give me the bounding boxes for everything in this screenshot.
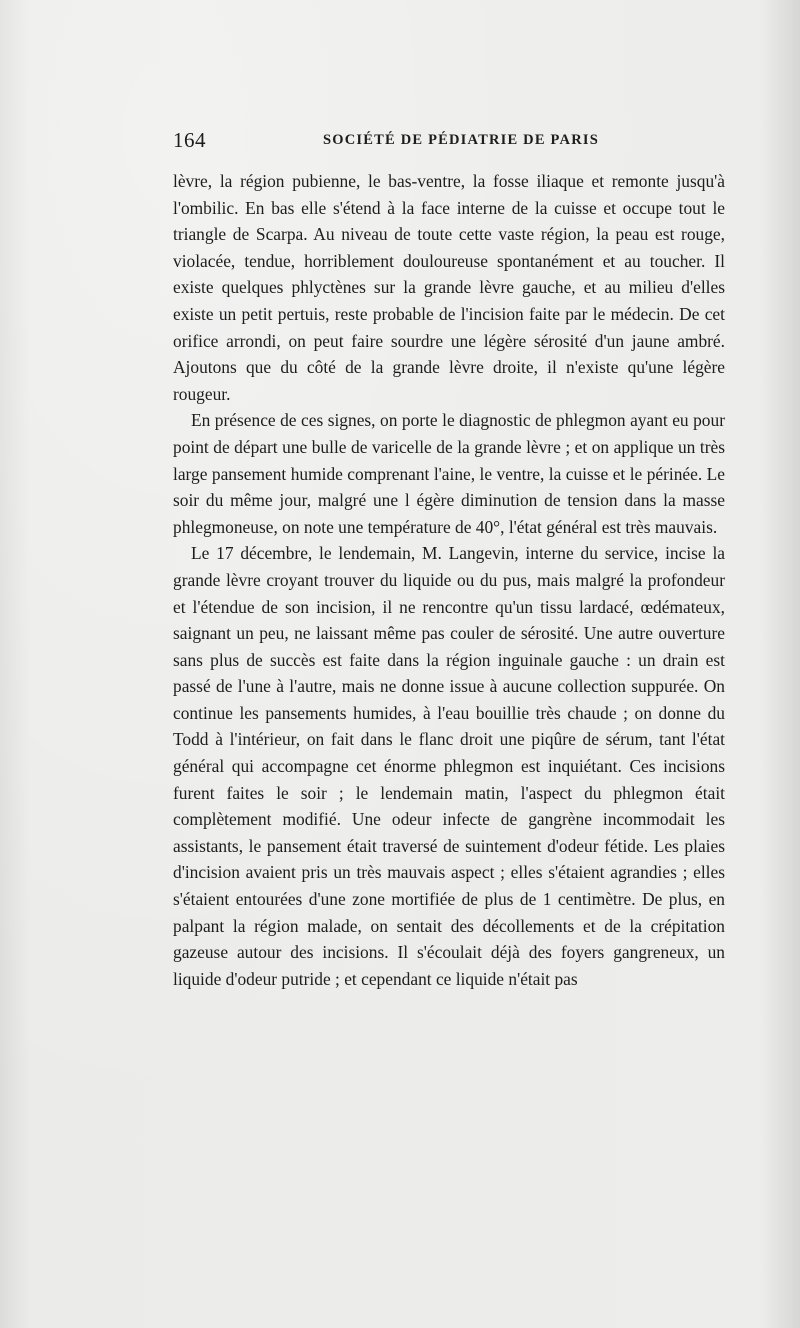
paragraph-1: lèvre, la région pubienne, le bas-ventre, la fosse iliaque et remonte jusqu'à l'ombilic. En bas elle s'étend à la face interne de la cuisse et occupe tout le triangle de Scarpa. Au niveau de toute cette vaste région, la peau est rouge, violacée, tendue, horriblement douloureuse spontanément et au toucher. Il existe quelques phlyctènes sur la grande lèvre gauche, et au milieu d'elles existe un petit pertuis, reste probable de l'incision faite par le médecin. De cet orifice arrondi, on peut faire sourdre une légère sérosité d'un jaune ambré. Ajoutons que du côté de la grande lèvre droite, il n'existe qu'une légère rougeur. bbox=[173, 171, 725, 404]
paragraph-3: Le 17 décembre, le lendemain, M. Langevin, interne du service, incise la grande lèvre croyant trouver du liquide ou du pus, mais malgré la profondeur et l'étendue de son incision, il ne rencontre qu'un tissu lardacé, œdémateux, saignant un peu, ne laissant même pas couler de sérosité. Une autre ouverture sans plus de succès est faite dans la région inguinale gauche : un drain est passé de l'une à l'autre, mais ne donne issue à aucune collection suppurée. On continue les pansements humides, à l'eau bouillie très chaude ; on donne du Todd à l'intérieur, on fait dans le flanc droit une piqûre de sérum, tant l'état général qui accompagne cet énorme phlegmon est inquiétant. Ces incisions furent faites le soir ; le lendemain matin, l'aspect du phlegmon était complètement modifié. Une odeur infecte de gangrène incommodait les assistants, le pansement était traversé de suintement d'odeur fétide. Les plaies d'incision avaient pris un très mauvais aspect ; elles s'étaient agrandies ; elles s'étaient entourées d'une zone mortifiée de plus de 1 centimètre. De plus, en palpant la région malade, on sentait des décollements et de la crépitation gazeuse autour des incisions. Il s'écoulait déjà des foyers gangreneux, un liquide d'odeur putride ; et cependant ce liquide n'était pas bbox=[173, 543, 725, 989]
paragraph-2: En présence de ces signes, on porte le diagnostic de phlegmon ayant eu pour point de départ une bulle de varicelle de la grande lèvre ; et on applique un très large pansement humide comprenant l'aine, le ventre, la cuisse et le périnée. Le soir du même jour, malgré une l égère diminution de tension dans la masse phlegmoneuse, on note une température de 40°, l'état général est très mauvais. bbox=[173, 410, 725, 537]
running-title: SOCIÉTÉ DE PÉDIATRIE DE PARIS bbox=[323, 132, 599, 148]
page-header bbox=[173, 128, 725, 158]
body-text bbox=[173, 168, 725, 992]
page-number: 164 bbox=[173, 128, 206, 152]
